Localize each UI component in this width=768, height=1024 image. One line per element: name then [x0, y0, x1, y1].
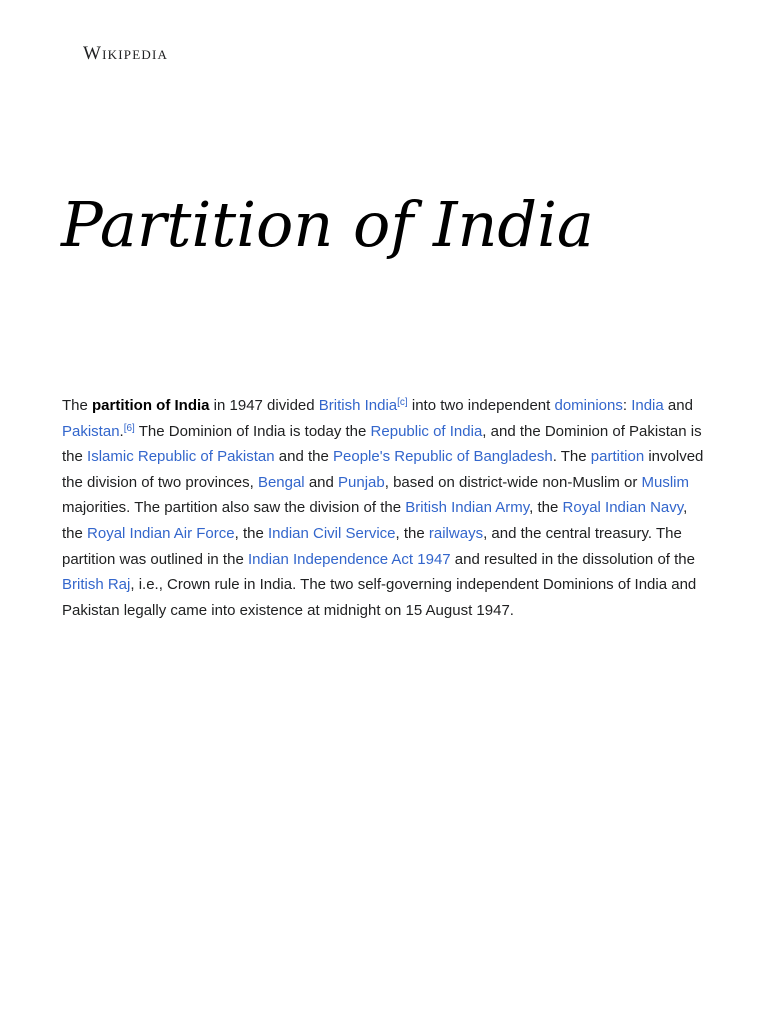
lead-paragraph: [62, 393, 712, 623]
text-span: and: [663, 397, 693, 414]
link-british-raj[interactable]: British Raj: [62, 576, 131, 594]
link-partition[interactable]: partition: [590, 448, 645, 466]
link-indian-independence-act[interactable]: Indian Independence Act 1947: [247, 550, 451, 568]
text-span: in 1947 divided: [209, 397, 319, 414]
text-span: .: [119, 422, 124, 440]
text-span: and the: [274, 448, 334, 466]
link-railways[interactable]: railways: [428, 524, 484, 542]
text-span: The: [62, 397, 93, 414]
reference-6-link[interactable]: [6]: [123, 422, 135, 434]
link-british-india[interactable]: British India: [318, 397, 398, 414]
link-royal-indian-air-force[interactable]: Royal Indian Air Force: [87, 524, 235, 542]
link-pakistan[interactable]: Pakistan: [62, 422, 120, 440]
text-span: , the: [529, 499, 563, 517]
text-span: , the: [62, 499, 688, 542]
link-islamic-republic-of-pakistan[interactable]: Islamic Republic of Pakistan: [87, 448, 275, 466]
text-span: The Dominion of India is today the: [134, 422, 371, 440]
link-british-indian-army[interactable]: British Indian Army: [405, 499, 530, 517]
link-muslim[interactable]: Muslim: [641, 473, 690, 491]
link-india[interactable]: India: [631, 397, 664, 414]
bold-term: partition of India: [92, 397, 210, 414]
text-span: :: [622, 397, 632, 414]
link-republic-of-india[interactable]: Republic of India: [370, 422, 483, 440]
text-span: involved the division of two provinces,: [62, 448, 704, 491]
wikipedia-logo[interactable]: Wikipedia: [83, 43, 169, 64]
text-span: and resulted in the dissolution of the: [450, 550, 695, 568]
link-bengal[interactable]: Bengal: [257, 473, 305, 491]
text-span: and: [304, 473, 339, 491]
reference-6[interactable]: [124, 423, 135, 434]
text-span: , and the Dominion of Pakistan is the: [62, 422, 702, 466]
text-span: . The: [552, 448, 591, 466]
text-span: majorities. The partition also saw the division of the: [62, 499, 406, 517]
text-span: , the: [395, 524, 429, 542]
text-span: , the: [234, 524, 268, 542]
text-span: , based on district-wide non-Muslim or: [384, 473, 642, 491]
link-bangladesh[interactable]: People's Republic of Bangladesh: [333, 448, 553, 466]
page-title: Partition of India: [61, 188, 594, 261]
link-indian-civil-service[interactable]: Indian Civil Service: [267, 524, 396, 542]
text-span: into two independent: [407, 397, 555, 414]
link-royal-indian-navy[interactable]: Royal Indian Navy: [562, 499, 684, 517]
text-span: , i.e., Crown rule in India. The two self-governing independent Dominions of India and Pakistan legally came into existence at midnight on 15 August 1947.: [62, 576, 697, 619]
link-punjab[interactable]: Punjab: [338, 473, 385, 491]
text-span: , and the central treasury. The partition was outlined in the: [62, 524, 682, 568]
footnote-c[interactable]: [397, 397, 408, 408]
footnote-c-link[interactable]: [c]: [397, 397, 408, 408]
link-dominions[interactable]: dominions: [554, 397, 623, 414]
